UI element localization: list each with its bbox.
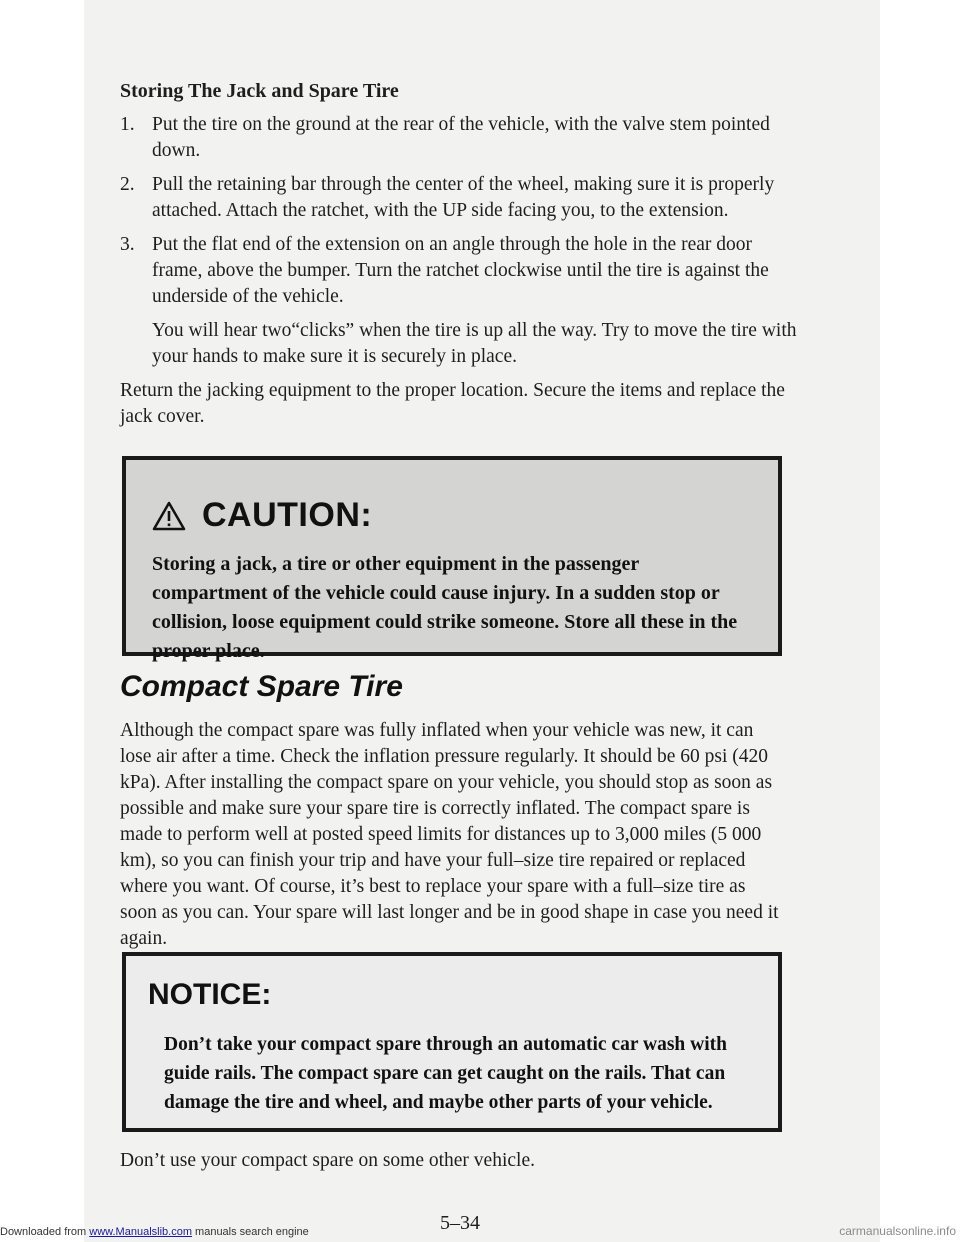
list-item xyxy=(120,172,800,224)
return-paragraph: Return the jacking equipment to the proper location. Secure the items and replace the jack cover. xyxy=(120,380,785,427)
notice-text: Don’t take your compact spare through an automatic car wash with guide rails. The compact spare can get caught on the rails. That can damage the tire and wheel, and maybe other parts of your vehicle. xyxy=(164,1034,727,1113)
compact-spare-heading: Compact Spare Tire xyxy=(120,670,403,703)
step-number: 1. xyxy=(120,114,135,135)
step3-note: You will hear two“clicks” when the tire is up all the way. Try to move the tire with your hands to make sure it is securely in place. xyxy=(152,320,797,367)
steps-list xyxy=(120,112,800,310)
step-text: Pull the retaining bar through the center of the wheel, making sure it is properly attached. Attach the ratchet, with the UP side facing you, to the extension. xyxy=(152,174,775,221)
list-item xyxy=(120,232,800,310)
closing-paragraph: Don’t use your compact spare on some other vehicle. xyxy=(120,1150,535,1171)
notice-box xyxy=(122,952,782,1132)
warning-triangle-icon xyxy=(152,501,186,531)
page-number: 5–34 xyxy=(440,1212,480,1234)
caution-box xyxy=(122,456,782,662)
watermark: carmanualsonline.info xyxy=(839,1224,956,1238)
download-footer xyxy=(0,1226,309,1238)
manualslib-link[interactable]: www.Manualslib.com xyxy=(89,1226,192,1238)
caution-heading: CAUTION: xyxy=(202,496,373,534)
footer-prefix: Downloaded from xyxy=(0,1226,90,1238)
compact-spare-body: Although the compact spare was fully inflated when your vehicle was new, it can lose air after a time. Check the inflation pressure regularly. It should be 60 psi (420 kPa). After installing the compact spare on your vehicle, you should stop as soon as possible and make sure your spare tire is correctly inflated. The compact spare is made to perform well at posted speed limits for distances up to 3,000 miles (5 000 km), so you can finish your trip and have your full–size tire repaired or replaced where you want. Of course, it’s best to replace your spare with a full–size tire as soon as you can. Your spare will last longer and be in good shape in case you need it again. xyxy=(120,720,779,949)
caution-text: Storing a jack, a tire or other equipment in the passenger compartment of the vehicle could cause injury. In a sudden stop or collision, loose equipment could strike someone. Store all these in the proper place. xyxy=(152,553,738,662)
footer-suffix: manuals search engine xyxy=(191,1226,309,1238)
step-number: 2. xyxy=(120,174,135,195)
section-title: Storing The Jack and Spare Tire xyxy=(120,80,399,102)
step-number: 3. xyxy=(120,234,135,255)
list-item xyxy=(120,112,800,164)
jack-storage-section xyxy=(120,78,800,430)
step-text: Put the tire on the ground at the rear of the vehicle, with the valve stem pointed down. xyxy=(152,114,770,161)
step-text: Put the flat end of the extension on an angle through the hole in the rear door frame, above the bumper. Turn the ratchet clockwise until the tire is against the underside of the vehicle. xyxy=(152,234,769,307)
notice-heading: NOTICE: xyxy=(148,978,272,1011)
caution-heading-row xyxy=(152,496,372,535)
